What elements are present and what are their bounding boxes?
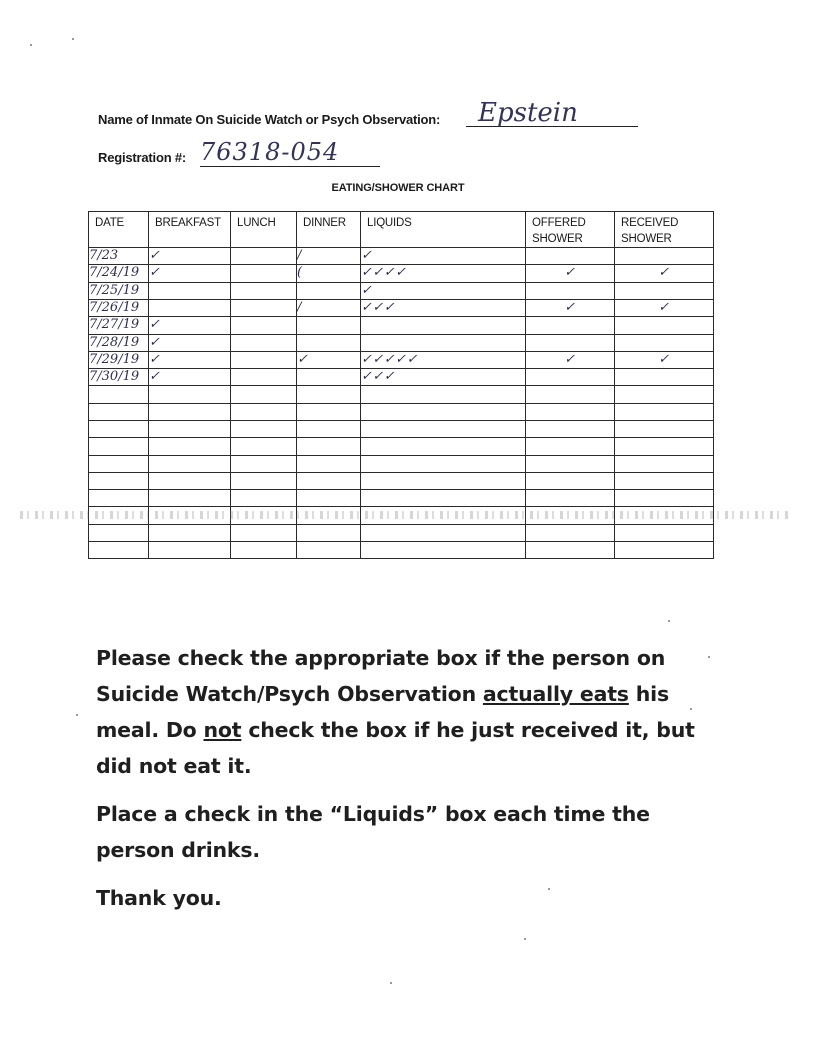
cell-date bbox=[89, 403, 149, 420]
cell-received-shower: ✓ bbox=[615, 265, 714, 282]
column-header-offered-shower: OFFERED SHOWER bbox=[526, 212, 615, 248]
cell-offered-shower bbox=[526, 317, 615, 334]
cell-date: 7/24/19 bbox=[89, 265, 149, 282]
cell-date: 7/25/19 bbox=[89, 282, 149, 299]
cell-date bbox=[89, 472, 149, 489]
table-row bbox=[89, 299, 714, 316]
cell-lunch bbox=[231, 524, 297, 541]
cell-dinner bbox=[297, 369, 361, 386]
cell-liquids: ✓ bbox=[361, 282, 526, 299]
table-header-row bbox=[89, 212, 714, 248]
instruction-text: check the box if he just received it, but did not eat it. bbox=[96, 718, 695, 778]
cell-offered-shower: ✓ bbox=[526, 265, 615, 282]
cell-dinner: ✓ bbox=[297, 351, 361, 368]
cell-lunch bbox=[231, 299, 297, 316]
cell-breakfast bbox=[149, 472, 231, 489]
cell-breakfast bbox=[149, 421, 231, 438]
cell-date bbox=[89, 490, 149, 507]
cell-liquids bbox=[361, 317, 526, 334]
cell-received-shower: ✓ bbox=[615, 351, 714, 368]
instruction-emphasis-actually-eats: actually eats bbox=[482, 682, 629, 706]
cell-date: 7/30/19 bbox=[89, 369, 149, 386]
cell-offered-shower: ✓ bbox=[526, 299, 615, 316]
table-row bbox=[89, 265, 714, 282]
column-header-liquids: LIQUIDS bbox=[361, 212, 526, 248]
cell-offered-shower bbox=[526, 455, 615, 472]
cell-breakfast: ✓ bbox=[149, 351, 231, 368]
cell-offered-shower bbox=[526, 386, 615, 403]
cell-dinner bbox=[297, 472, 361, 489]
cell-received-shower bbox=[615, 369, 714, 386]
cell-received-shower bbox=[615, 542, 714, 559]
instruction-emphasis-not: not bbox=[203, 718, 242, 742]
scan-speck bbox=[30, 44, 32, 46]
cell-lunch bbox=[231, 455, 297, 472]
cell-received-shower bbox=[615, 438, 714, 455]
cell-offered-shower bbox=[526, 403, 615, 420]
cell-offered-shower bbox=[526, 438, 615, 455]
scan-speck bbox=[524, 938, 526, 940]
cell-breakfast bbox=[149, 490, 231, 507]
scan-speck bbox=[76, 714, 78, 716]
cell-date: 7/29/19 bbox=[89, 351, 149, 368]
cell-received-shower bbox=[615, 386, 714, 403]
cell-breakfast: ✓ bbox=[149, 317, 231, 334]
cell-dinner bbox=[297, 386, 361, 403]
cell-received-shower bbox=[615, 334, 714, 351]
cell-liquids bbox=[361, 334, 526, 351]
scan-speck bbox=[72, 38, 74, 40]
cell-liquids bbox=[361, 421, 526, 438]
cell-received-shower bbox=[615, 455, 714, 472]
column-header-lunch: LUNCH bbox=[231, 212, 297, 248]
cell-liquids: ✓ bbox=[361, 248, 526, 265]
cell-date bbox=[89, 524, 149, 541]
cell-dinner bbox=[297, 438, 361, 455]
cell-date: 7/28/19 bbox=[89, 334, 149, 351]
cell-lunch bbox=[231, 403, 297, 420]
cell-liquids bbox=[361, 490, 526, 507]
cell-liquids: ✓✓✓✓ bbox=[361, 265, 526, 282]
column-header-dinner: DINNER bbox=[297, 212, 361, 248]
cell-lunch bbox=[231, 421, 297, 438]
cell-lunch bbox=[231, 351, 297, 368]
cell-received-shower bbox=[615, 524, 714, 541]
cell-dinner bbox=[297, 524, 361, 541]
cell-dinner: ( bbox=[297, 265, 361, 282]
column-header-breakfast: BREAKFAST bbox=[149, 212, 231, 248]
scan-artifact-streak bbox=[20, 511, 790, 519]
cell-dinner bbox=[297, 542, 361, 559]
cell-offered-shower bbox=[526, 282, 615, 299]
cell-breakfast bbox=[149, 524, 231, 541]
cell-liquids bbox=[361, 455, 526, 472]
cell-received-shower bbox=[615, 421, 714, 438]
cell-lunch bbox=[231, 334, 297, 351]
instruction-thank-you: Thank you. bbox=[96, 886, 222, 910]
cell-breakfast bbox=[149, 455, 231, 472]
table-row bbox=[89, 542, 714, 559]
cell-offered-shower bbox=[526, 472, 615, 489]
cell-lunch bbox=[231, 472, 297, 489]
cell-dinner bbox=[297, 490, 361, 507]
cell-dinner bbox=[297, 421, 361, 438]
cell-lunch bbox=[231, 317, 297, 334]
cell-lunch bbox=[231, 369, 297, 386]
cell-liquids bbox=[361, 438, 526, 455]
cell-date: 7/26/19 bbox=[89, 299, 149, 316]
eating-shower-table bbox=[88, 211, 714, 559]
cell-received-shower bbox=[615, 403, 714, 420]
cell-offered-shower bbox=[526, 524, 615, 541]
table-row bbox=[89, 472, 714, 489]
cell-lunch bbox=[231, 386, 297, 403]
cell-breakfast bbox=[149, 438, 231, 455]
scan-speck bbox=[668, 620, 670, 622]
cell-liquids bbox=[361, 524, 526, 541]
cell-date bbox=[89, 542, 149, 559]
cell-breakfast bbox=[149, 386, 231, 403]
cell-breakfast: ✓ bbox=[149, 265, 231, 282]
cell-breakfast bbox=[149, 299, 231, 316]
cell-dinner bbox=[297, 282, 361, 299]
table-row bbox=[89, 282, 714, 299]
cell-offered-shower bbox=[526, 490, 615, 507]
chart-title: EATING/SHOWER CHART bbox=[331, 182, 465, 194]
cell-received-shower bbox=[615, 282, 714, 299]
table-row bbox=[89, 524, 714, 541]
column-header-received-shower: RECEIVED SHOWER bbox=[615, 212, 714, 248]
cell-received-shower bbox=[615, 490, 714, 507]
cell-lunch bbox=[231, 265, 297, 282]
registration-value: 76318-054 bbox=[200, 138, 340, 166]
cell-received-shower bbox=[615, 248, 714, 265]
inmate-name-value: Epstein bbox=[478, 98, 578, 128]
cell-received-shower: ✓ bbox=[615, 299, 714, 316]
cell-offered-shower bbox=[526, 248, 615, 265]
cell-date bbox=[89, 386, 149, 403]
inmate-name-label: Name of Inmate On Suicide Watch or Psych Observation: bbox=[98, 112, 441, 127]
cell-lunch bbox=[231, 282, 297, 299]
instruction-text: his meal. Do bbox=[96, 682, 669, 742]
table-row bbox=[89, 455, 714, 472]
cell-liquids bbox=[361, 403, 526, 420]
cell-date bbox=[89, 455, 149, 472]
cell-offered-shower bbox=[526, 542, 615, 559]
cell-liquids: ✓✓✓ bbox=[361, 299, 526, 316]
cell-liquids: ✓✓✓✓✓ bbox=[361, 351, 526, 368]
instruction-text: Please check the appropriate box if the person on Suicide Watch/Psych Observation bbox=[96, 646, 666, 706]
cell-liquids bbox=[361, 542, 526, 559]
registration-label: Registration #: bbox=[98, 150, 187, 165]
table-row bbox=[89, 317, 714, 334]
table-row bbox=[89, 351, 714, 368]
cell-date: 7/27/19 bbox=[89, 317, 149, 334]
cell-liquids: ✓✓✓ bbox=[361, 369, 526, 386]
table-row bbox=[89, 490, 714, 507]
registration-underline bbox=[200, 166, 380, 167]
cell-dinner bbox=[297, 455, 361, 472]
cell-offered-shower bbox=[526, 334, 615, 351]
table-row bbox=[89, 421, 714, 438]
table-row bbox=[89, 369, 714, 386]
cell-dinner bbox=[297, 334, 361, 351]
cell-breakfast bbox=[149, 282, 231, 299]
cell-dinner: / bbox=[297, 299, 361, 316]
instructions-block bbox=[96, 640, 716, 928]
cell-received-shower bbox=[615, 317, 714, 334]
cell-dinner bbox=[297, 317, 361, 334]
table-row bbox=[89, 248, 714, 265]
cell-breakfast: ✓ bbox=[149, 248, 231, 265]
cell-lunch bbox=[231, 438, 297, 455]
cell-date bbox=[89, 438, 149, 455]
cell-breakfast: ✓ bbox=[149, 369, 231, 386]
instruction-paragraph-liquids: Place a check in the “Liquids” box each time the person drinks. bbox=[96, 802, 650, 862]
column-header-date: DATE bbox=[89, 212, 149, 248]
cell-liquids bbox=[361, 386, 526, 403]
scan-speck bbox=[390, 982, 392, 984]
cell-liquids bbox=[361, 472, 526, 489]
cell-dinner bbox=[297, 403, 361, 420]
table-row bbox=[89, 403, 714, 420]
cell-breakfast bbox=[149, 403, 231, 420]
cell-offered-shower bbox=[526, 369, 615, 386]
cell-date bbox=[89, 421, 149, 438]
cell-received-shower bbox=[615, 472, 714, 489]
table-row bbox=[89, 386, 714, 403]
cell-lunch bbox=[231, 542, 297, 559]
cell-date: 7/23 bbox=[89, 248, 149, 265]
cell-dinner: / bbox=[297, 248, 361, 265]
instruction-paragraph-eating bbox=[96, 640, 716, 784]
cell-breakfast: ✓ bbox=[149, 334, 231, 351]
cell-offered-shower: ✓ bbox=[526, 351, 615, 368]
table-row bbox=[89, 334, 714, 351]
cell-lunch bbox=[231, 248, 297, 265]
table-row bbox=[89, 438, 714, 455]
cell-breakfast bbox=[149, 542, 231, 559]
cell-lunch bbox=[231, 490, 297, 507]
cell-offered-shower bbox=[526, 421, 615, 438]
